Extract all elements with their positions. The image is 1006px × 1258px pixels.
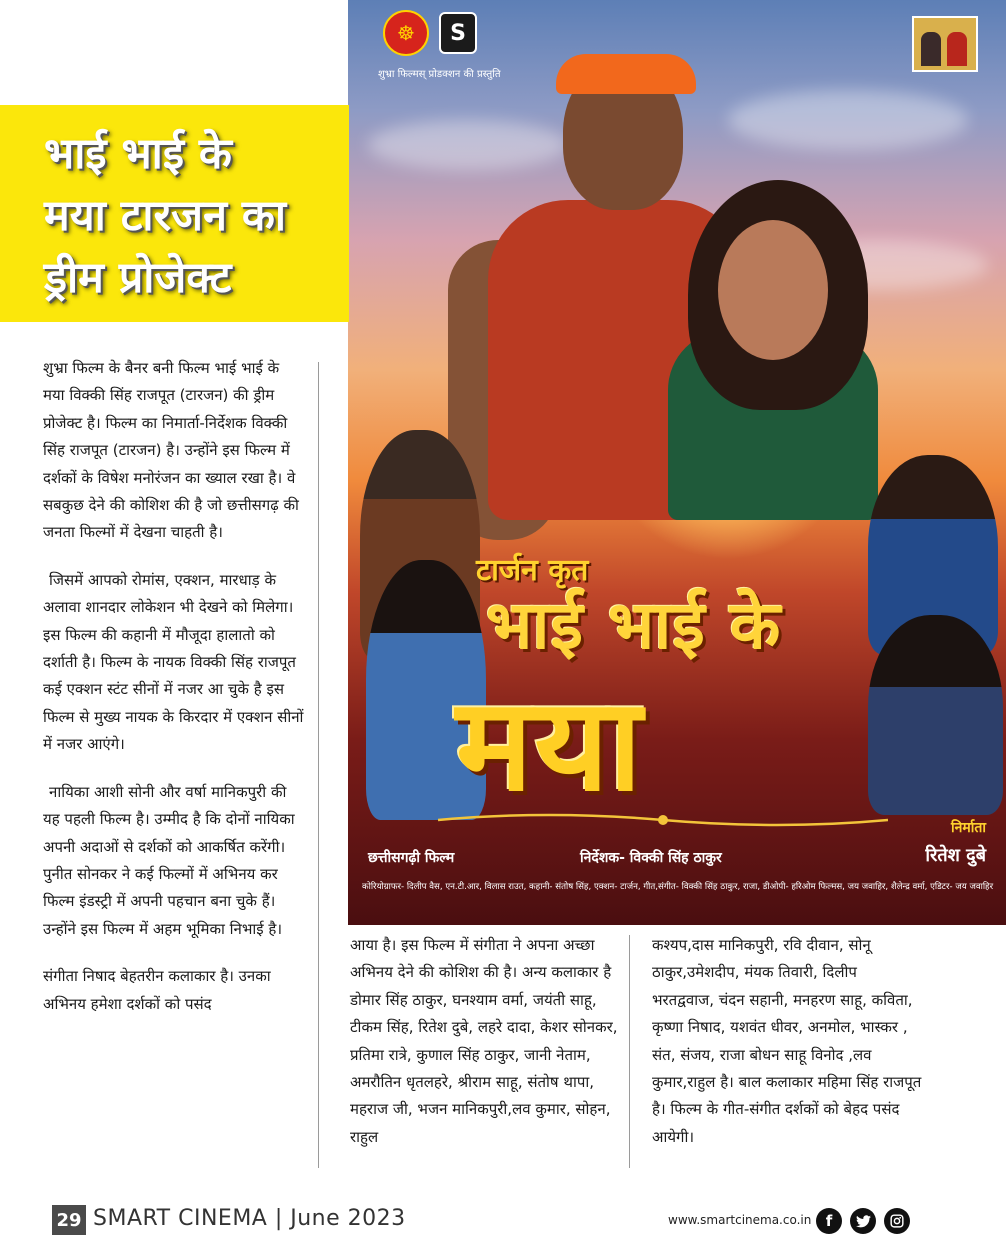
producer-title: निर्माता <box>951 820 986 836</box>
poster-title-prefix: टार्जन कृत <box>476 553 589 588</box>
poster-corner-thumbnail <box>912 16 978 72</box>
poster-presenter: शुभ्रा फिल्मस् प्रोडक्शन की प्रस्तुति <box>378 69 501 80</box>
ornament-divider <box>438 812 888 828</box>
headline-line: मया टारजन का <box>44 191 287 241</box>
director-label: निर्देशक- विक्की सिंह ठाकुर <box>580 850 722 866</box>
headline-line: भाई भाई के <box>44 129 232 179</box>
page-number: 29 <box>52 1205 86 1235</box>
side-actor-right-bottom <box>868 615 1003 815</box>
column-divider <box>629 935 630 1168</box>
magazine-name: SMART CINEMA | June 2023 <box>93 1206 406 1231</box>
article-paragraph: आया है। इस फिल्म में संगीता ने अपना अच्छा अभिनय देने की कोशिश की है। अन्य कलाकार है डोमार सिंह ठाकुर, घनश्याम वर्मा, जयंती साहू, टीकम सिंह, रितेश दुबे, लहरे दादा, केशर सोनकर, प्रतिमा रात्रे, कुणाल सिंह ठाकुर, जानी नेताम, अमरौतिन धृतलहरे, श्रीराम साहू, संतोष थापा, महराज जी, भजन मानिकपुरी,लव कुमार, सोहन, राहुल <box>350 936 618 1146</box>
article-column-1 <box>43 355 305 1018</box>
column-divider <box>318 362 319 1168</box>
headline-line: ड्रीम प्रोजेक्ट <box>44 253 232 303</box>
poster-title: भाई भाई के <box>486 587 782 664</box>
instagram-icon[interactable] <box>884 1208 910 1234</box>
article-paragraph: जिसमें आपको रोमांस, एक्शन, मारधाड़ के अलावा शानदार लोकेशन भी देखने को मिलेगा। इस फिल्म की कहानी में मौजूदा हालातो को दर्शाती है। फिल्म के नायक विक्की सिंह राजपूत कई एक्शन स्टंट सीनों में नजर आ चुके है इस फिल्म से मुख्य नायक के किरदार में एक्शन सीनों में नजर आएंगे। <box>43 570 304 754</box>
article-paragraph: संगीता निषाद बेहतरीन कलाकार है। उनका अभिनय हमेशा दर्शकों को पसंद <box>43 967 271 1013</box>
headline-box <box>0 105 349 322</box>
heroine-figure <box>658 180 878 520</box>
twitter-icon[interactable] <box>850 1208 876 1234</box>
article-paragraph: शुभ्रा फिल्म के बैनर बनी फिल्म भाई भाई के मया विक्की सिंह राजपूत (टारजन) की ड्रीम प्रोजेक्ट है। फिल्म का निमार्ता-निर्देशक विक्की सिंह राजपूत (टारजन) है। उन्होंने इस फिल्म में दर्शकों के विषेश मनोरंजन का ख्याल रखा है। वे सबकुछ देने की कोशिश की है जो छत्तीसगढ़ की जनता फिल्मों में देखना चाहती है। <box>43 359 299 542</box>
shubhra-films-logo-icon: S <box>439 12 477 54</box>
film-type-label: छत्तीसगढ़ी फिल्म <box>368 850 455 866</box>
headline <box>44 123 286 309</box>
facebook-icon[interactable]: f <box>816 1208 842 1234</box>
poster-title-big: मया <box>456 671 644 820</box>
article-paragraph: नायिका आशी सोनी और वर्षा मानिकपुरी की यह पहली फिल्म है। उम्मीद है कि दोनों नायिका अपनी अदाओं से दर्शकों को आकर्षित करेंगी। पुनीत सोनकर ने कई फिल्मों में अभिनय कर फिल्म इंडस्ट्री में अपनी पहचान बना चुके हैं। उन्होंने इस फिल्म में अहम भूमिका निभाई है। <box>43 782 295 938</box>
article-paragraph: कश्यप,दास मानिकपुरी, रवि दीवान, सोनू ठाकुर,उमेशदीप, मंयक तिवारी, दिलीप भरतद्ववाज, चंदन सहानी, मनहरण साहू, कविता, कृष्णा निषाद, यशवंत धीवर, अनमोल, भास्कर , संत, संजय, राजा बोधन साहू विनोद ,लव कुमार,राहुल है। बाल कलाकार महिमा सिंह राजपूत है। फिल्म के गीत-संगीत दर्शकों को बेहद पसंद आयेगी। <box>652 936 922 1146</box>
movie-poster <box>348 0 1006 925</box>
article-column-3 <box>652 932 922 1151</box>
poster-credits: कोरियोग्राफर- दिलीप वैस, एन.टी.आर, विलास राउत, कहानी- संतोष सिंह, एक्शन- टार्जन, गीत,संगीत- विक्की सिंह ठाकुर, राजा, डीओपी- हरिओम फिल्मस, जय जवाहिर, शैलेन्द्र वर्मा, एडिटर- जय जवाहिर <box>362 882 994 892</box>
website-link[interactable]: www.smartcinema.co.in <box>668 1213 812 1227</box>
ganesha-logo-icon: ☸ <box>383 10 429 56</box>
article-column-2 <box>350 932 618 1151</box>
producer-name: रितेश दुबे <box>925 845 986 866</box>
